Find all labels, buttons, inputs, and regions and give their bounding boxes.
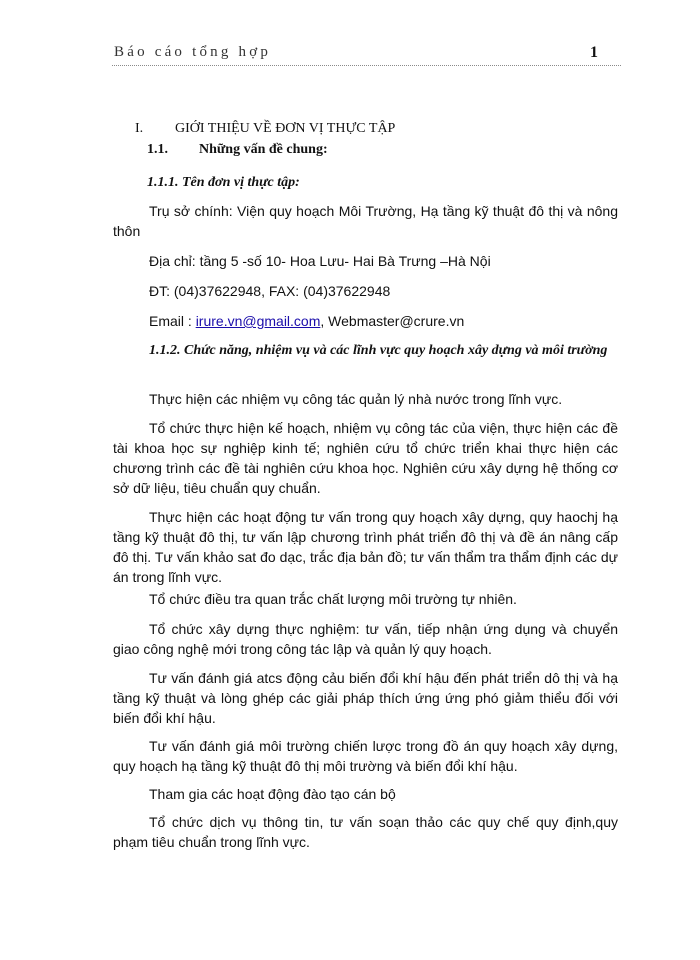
paragraph-2 bbox=[113, 418, 618, 498]
section-title: GIỚI THIỆU VỀ ĐƠN VỊ THỰC TẬP bbox=[175, 121, 396, 136]
header-title: Báo cáo tổng hợp bbox=[114, 44, 272, 60]
paragraph-text: Tổ chức xây dựng thực nghiệm: tư vấn, tiếp nhận ứng dụng và chuyển giao công nghệ mới trong công tác lập và quản lý quy hoạch. bbox=[113, 621, 618, 657]
heading-1-1-1: 1.1.1. Tên đơn vị thực tập: bbox=[147, 175, 300, 190]
paragraph-text: Tư vấn đánh giá atcs động cảu biến đổi khí hậu đến phát triển dô thị và hạ tầng kỹ thuật và lòng ghép các giải pháp thích ứng ứng phó giảm thiểu đối với biến đổi khí hậu. bbox=[113, 670, 618, 726]
paragraph-5 bbox=[113, 619, 618, 659]
paragraph-text: Tư vấn đánh giá môi trường chiến lược trong đồ án quy hoạch xây dựng, quy hoạch hạ tầng kỹ thuật đô thị môi trường và biến đổi khí hậu. bbox=[113, 738, 618, 774]
email-label: Email : bbox=[149, 313, 192, 329]
subsection-number: 1.1. bbox=[147, 142, 168, 157]
phone-text: ĐT: (04)37622948, FAX: (04)37622948 bbox=[149, 283, 391, 299]
paragraph-text: Tham gia các hoạt động đào tạo cán bộ bbox=[149, 786, 396, 802]
section-number: I. bbox=[135, 121, 144, 136]
paragraph-text: Tổ chức dịch vụ thông tin, tư vấn soạn thảo các quy chế quy định,quy phạm tiêu chuẩn trong lĩnh vực. bbox=[113, 814, 618, 850]
heading-1-1-2-text: 1.1.2. Chức năng, nhiệm vụ và các lĩnh vực quy hoạch xây dựng và môi trường bbox=[149, 343, 608, 358]
phone-paragraph bbox=[113, 281, 618, 301]
paragraph-7 bbox=[113, 736, 618, 776]
paragraph-9 bbox=[113, 812, 618, 852]
paragraph-text: Tổ chức điều tra quan trắc chất lượng môi trường tự nhiên. bbox=[149, 591, 517, 607]
paragraph-8 bbox=[113, 784, 618, 804]
paragraph-1 bbox=[113, 389, 618, 409]
subsection-title: Những vấn đề chung: bbox=[199, 142, 328, 157]
paragraph-text: Thực hiện các hoạt động tư vấn trong quy hoạch xây dựng, quy haochj hạ tầng kỹ thuật đô thị, tư vấn lập chương trình phát triển đô thị và đề án nâng cấp đô thị. Tư vấn khảo sat đo dạc, trắc địa bản đồ; tư vấn thẩm tra thẩm định các dự án trong lĩnh vực. bbox=[113, 509, 618, 585]
section-heading-1-1 bbox=[147, 142, 328, 158]
heading-1-1-2 bbox=[113, 341, 618, 361]
email-paragraph bbox=[113, 311, 618, 331]
headquarters-paragraph bbox=[113, 201, 618, 241]
address-text: Địa chỉ: tầng 5 -số 10- Hoa Lưu- Hai Bà Trưng –Hà Nội bbox=[149, 253, 491, 269]
headquarters-text: Trụ sở chính: Viện quy hoạch Môi Trường, Hạ tầng kỹ thuật đô thị và nông thôn bbox=[113, 203, 618, 239]
paragraph-4 bbox=[113, 589, 618, 609]
paragraph-text: Thực hiện các nhiệm vụ công tác quản lý nhà nước trong lĩnh vực. bbox=[149, 391, 563, 407]
email-rest: , Webmaster@crure.vn bbox=[320, 313, 465, 329]
section-heading-1 bbox=[135, 121, 395, 137]
page-number: 1 bbox=[590, 44, 598, 61]
paragraph-3 bbox=[113, 507, 618, 587]
paragraph-text: Tổ chức thực hiện kế hoạch, nhiệm vụ công tác của viện, thực hiện các đề tài khoa học sự nghiệp kinh tế; nghiên cứu tổ chức triển khai thực hiện các chương trình các đề tài nghiên cứu khoa học. Nghiên cứu xây dựng hệ thống cơ sở dữ liệu, tiêu chuẩn quy chuẩn. bbox=[113, 420, 618, 496]
header-rule bbox=[112, 65, 621, 66]
address-paragraph bbox=[113, 251, 618, 271]
email-link[interactable]: irure.vn@gmail.com bbox=[195, 313, 321, 329]
paragraph-6 bbox=[113, 668, 618, 728]
